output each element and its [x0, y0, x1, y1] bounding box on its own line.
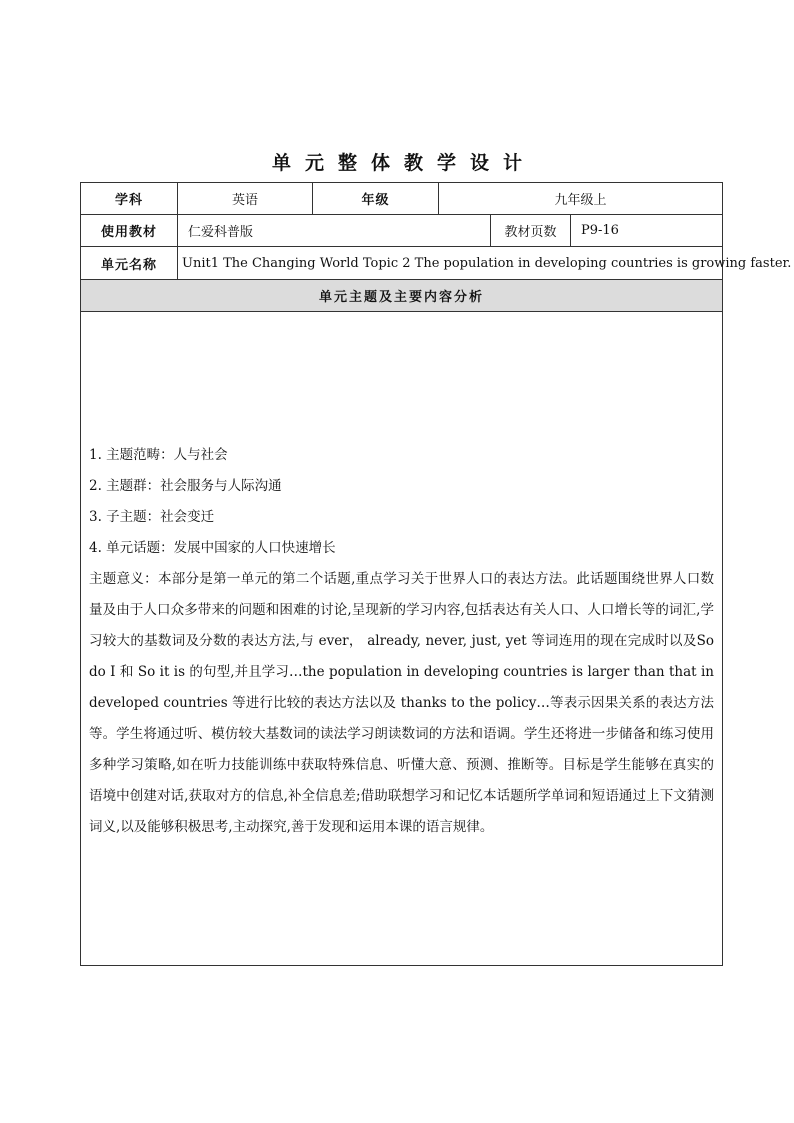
row-unit: [81, 247, 723, 280]
textbook-label: 使用教材: [81, 215, 178, 247]
row-content: [81, 312, 723, 966]
lesson-design-table: [80, 182, 792, 966]
pages-value: P9-16: [571, 215, 723, 247]
document-title: 单元整体教学设计: [271, 152, 536, 174]
pages-label: 教材页数: [491, 215, 571, 247]
section-heading: 单元主题及主要内容分析: [81, 280, 723, 312]
row-subject-grade: [81, 183, 723, 215]
unit-value: Unit1 The Changing World Topic 2 The population in developing countries is growing faster.: [178, 247, 723, 280]
content-item-1: 1. 主题范畴：人与社会: [89, 447, 228, 463]
content-item-4: 4. 单元话题：发展中国家的人口快速增长: [89, 540, 336, 556]
grade-label: 年级: [313, 183, 439, 215]
content-paragraph: 主题意义：本部分是第一单元的第二个话题,重点学习关于世界人口的表达方法。此话题围绕世界人口数量及由于人口众多带来的问题和困难的讨论,呈现新的学习内容,包括表达有关人口、人口增长等的词汇,学习较大的基数词及分数的表达方法,与 ever， already, never, just, yet 等词连用的现在完成时以及So do I 和 So it is 的句型,并且学习…the population in developing countries is larger than that in developed countries 等进行比较的表达方法以及 thanks to the policy…等表示因果关系的表达方法等。学生将通过听、模仿较大基数词的读法学习朗读数词的方法和语调。学生还将进一步储备和练习使用多种学习策略,如在听力技能训练中获取特殊信息、听懂大意、预测、推断等。目标是学生能够在真实的语境中创建对话,获取对方的信息,补全信息差;借助联想学习和记忆本话题所学单词和短语通过上下文猜测词义,以及能够积极思考,主动探究,善于发现和运用本课的语言规律。: [89, 571, 714, 835]
content-cell: [81, 312, 723, 966]
grade-value: 九年级上: [439, 183, 723, 215]
row-textbook: [81, 215, 723, 247]
row-section-heading: [81, 280, 723, 312]
subject-value: 英语: [178, 183, 313, 215]
content-item-3: 3. 子主题：社会变迁: [89, 509, 215, 525]
content-item-2: 2. 主题群：社会服务与人际沟通: [89, 478, 282, 494]
unit-label: 单元名称: [81, 247, 178, 280]
textbook-value: 仁爱科普版: [178, 215, 491, 247]
subject-label: 学科: [81, 183, 178, 215]
